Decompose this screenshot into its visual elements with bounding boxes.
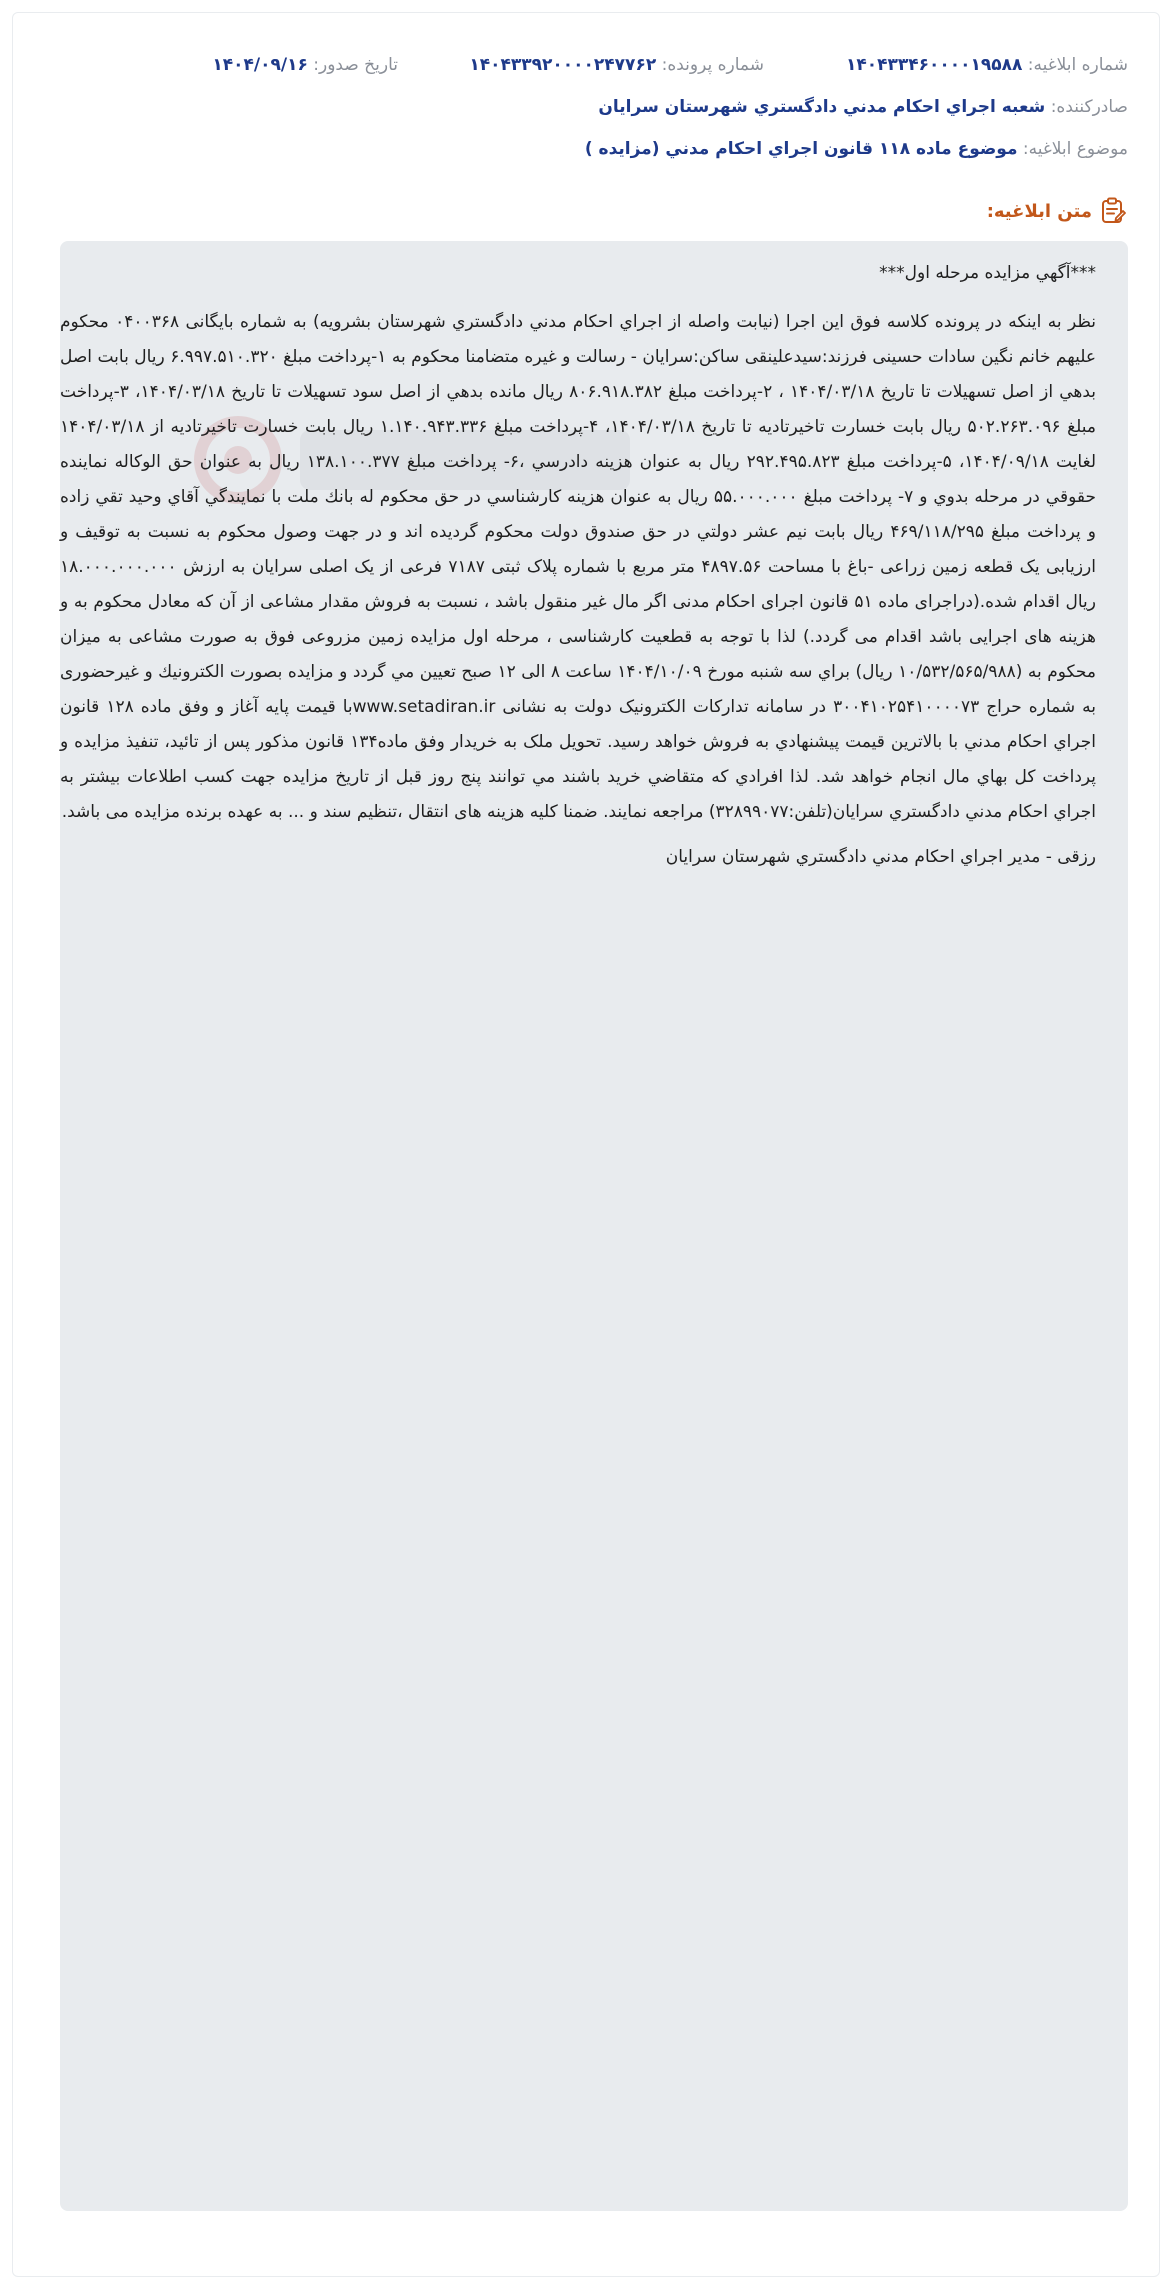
issuer	[598, 97, 1128, 117]
document-icon	[1100, 197, 1126, 225]
subject-value: موضوع ماده ۱۱۸ قانون اجراي احكام مدني (مزايده )	[584, 139, 1018, 159]
case-number-label: شماره پرونده:	[661, 55, 764, 75]
auction-text: نظر به اينكه در پرونده كلاسه فوق اين اجرا (نيابت واصله از اجراي احكام مدني دادگستري شهرستان بشرويه) به شماره بايگانی ۰۴۰۰۳۶۸ محكوم عليهم خانم نگين سادات حسينی فرزند:سيدعلينقی ساكن:سرايان - رسالت و غيره متضامنا محكوم به ۱-پرداخت مبلغ ۶.۹۹۷.۵۱۰.۳۲۰ ريال بابت اصل بدهي از اصل تسهيلات تا تاريخ ۱۴۰۴/۰۳/۱۸ ، ۲-پرداخت مبلغ ۸۰۶.۹۱۸.۳۸۲ ريال مانده بدهي از اصل سود تسهيلات تا تاريخ ۱۴۰۴/۰۳/۱۸، ۳-پرداخت مبلغ ۵۰۲.۲۶۳.۰۹۶ ريال بابت خسارت تاخيرتاديه تا تاريخ ۱۴۰۴/۰۳/۱۸، ۴-پرداخت مبلغ ۱.۱۴۰.۹۴۳.۳۳۶ ريال بابت خسارت تاخيرتاديه از ۱۴۰۴/۰۳/۱۸ لغايت ۱۴۰۴/۰۹/۱۸، ۵-پرداخت مبلغ ۲۹۲.۴۹۵.۸۲۳ ريال به عنوان هزينه دادرسي ،۶- پرداخت مبلغ ۱۳۸.۱۰۰.۳۷۷ ريال به عنوان حق الوكاله نماينده حقوقي در مرحله بدوي و ۷- پرداخت مبلغ ۵۵.۰۰۰.۰۰۰ ريال به عنوان هزينه كارشناسي در حق محكوم له بانك ملت با نمايندگي آقاي وحيد تقي زاده و پرداخت مبلغ ۴۶۹/۱۱۸/۲۹۵ ريال بابت نيم عشر دولتي در حق صندوق دولت محكوم گرديده اند و در جهت وصول محكوم به نسبت به توقيف و ارزيابی يک قطعه زمين زراعی -باغ با مساحت ۴۸۹۷.۵۶ متر مربع با شماره پلاک ثبتی ۷۱۸۷ فرعی از يک اصلی سرايان به ارزش ۱۸.۰۰۰.۰۰۰.۰۰۰ ريال اقدام شده.(دراجرای ماده ۵۱ قانون اجرای احکام مدنی اگر مال غير منقول باشد ، نسبت به فروش مقدار مشاعی از آن كه معادل محكوم به و هزينه های اجرايی باشد اقدام می گردد.) لذا با توجه به قطعيت كارشناسی ، مرحله اول مزايده زمين مزروعی فوق به صورت مشاعی به ميزان محكوم به (۱۰/۵۳۲/۵۶۵/۹۸۸ ريال) براي سه شنبه مورخ ۱۴۰۴/۱۰/۰۹ ساعت ۸ الی ۱۲ صبح تعيين مي گردد و مزايده بصورت الكترونيك و غيرحضوری به شماره حراج ۳۰۰۴۱۰۲۵۴۱۰۰۰۰۷۳ در سامانه تداركات الكترونيک دولت به نشانی www.setadiran.irبا قيمت پايه آغاز و وفق ماده ۱۲۸ قانون اجراي احكام مدني با بالاترين قيمت پيشنهادي به فروش خواهد رسيد. تحويل ملک به خريدار وفق ماده۱۳۴ قانون مذكور پس از تائيد، تنفيذ مزايده و پرداخت كل بهاي مال انجام خواهد شد. لذا افرادي كه متقاضي خريد باشند مي توانند پنج روز قبل از تاريخ مزايده جهت كسب اطلاعات بيشتر به اجراي احكام مدني دادگستري سرايان(تلفن:۳۲۸۹۹۰۷۷) مراجعه نمايند. ضمنا كليه هزينه های انتقال ،تنظيم سند و ... به عهده برنده مزايده می باشد.	[60, 312, 1097, 822]
signature: رزقی - مدير اجراي احكام مدني دادگستري شهرستان سرايان	[665, 847, 1096, 867]
issuer-value: شعبه اجراي احكام مدني دادگستري شهرستان سرايان	[598, 97, 1046, 117]
case-number-value: ۱۴۰۴۳۳۹۲۰۰۰۰۲۴۷۷۶۲	[469, 55, 657, 75]
notice-number	[846, 55, 1128, 75]
auction-heading: ***آگهي مزايده مرحله اول***	[879, 263, 1096, 283]
subject-label: موضوع ابلاغیه:	[1022, 139, 1128, 159]
issue-date-value: ۱۴۰۴/۰۹/۱۶	[212, 55, 308, 75]
section-title: متن ابلاغیه:	[986, 200, 1092, 222]
case-number	[469, 55, 764, 75]
notice-number-label: شماره ابلاغیه:	[1027, 55, 1128, 75]
notice-text-heading	[987, 197, 1126, 225]
issuer-label: صادرکننده:	[1050, 97, 1128, 117]
notice-body	[60, 256, 1096, 875]
notice-number-value: ۱۴۰۴۳۳۴۶۰۰۰۰۱۹۵۸۸	[845, 55, 1023, 75]
subject	[585, 139, 1128, 159]
issue-date-label: تاریخ صدور:	[313, 55, 398, 75]
issue-date	[212, 55, 398, 75]
